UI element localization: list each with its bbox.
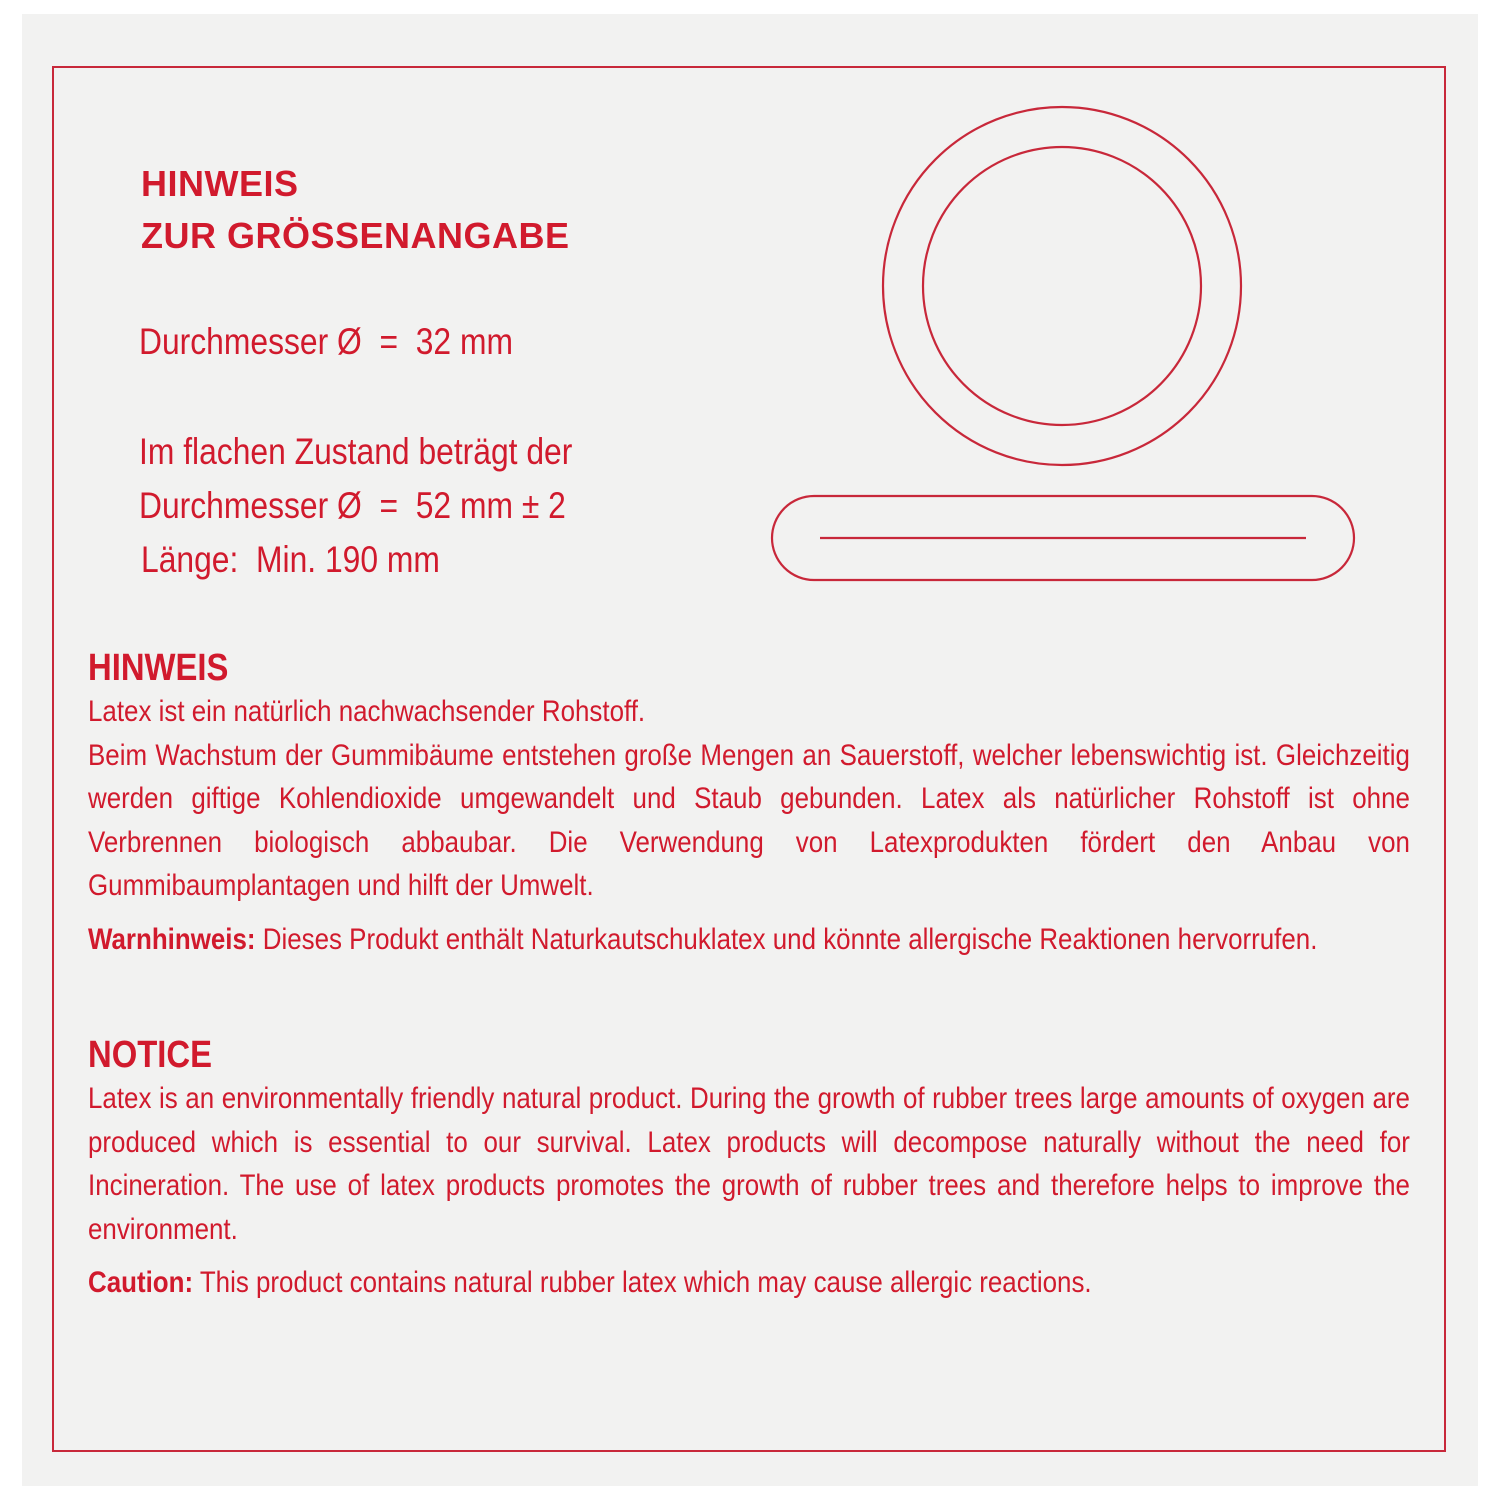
german-body [88, 690, 1410, 908]
ring-outer-circle [883, 107, 1241, 465]
flat-diameter-spec: Durchmesser Ø = 52 mm ± 2 [139, 485, 566, 526]
caution-label: Caution: [88, 1266, 194, 1299]
german-notice [88, 646, 1410, 961]
english-paragraph: Latex is an environmentally friendly natural product. During the growth of rubber trees large amounts of oxygen are produced which is essential to our survival. Latex products will decompose naturally without the need for Incineration. The use of latex products promotes the growth of rubber trees and therefore helps to improve the environment. [88, 1082, 1410, 1246]
english-notice [88, 1033, 1410, 1305]
warning-label: Warnhinweis: [88, 922, 256, 956]
length-spec: Länge: Min. 190 mm [141, 539, 440, 580]
ring-inner-circle [923, 147, 1201, 425]
german-heading: HINWEIS [88, 647, 229, 689]
english-body [88, 1077, 1410, 1251]
warning-text: Dieses Produkt enthält Naturkautschuklatex und könnte allergische Reaktionen hervorrufen. [255, 922, 1318, 956]
german-warning [88, 918, 1410, 962]
size-title-line1: HINWEIS [141, 163, 299, 204]
size-title-line2: ZUR GRÖSSENANGABE [141, 215, 570, 256]
english-caution [88, 1261, 1410, 1305]
caution-text: This product contains natural rubber latex which may cause allergic reactions. [193, 1266, 1092, 1299]
flat-state-intro: Im flachen Zustand beträgt der [139, 431, 573, 472]
german-paragraph: Beim Wachstum der Gummibäume entstehen große Mengen an Sauerstoff, welcher lebenswichtig ist. Gleichzeitig werden giftige Kohlendioxide umgewandelt und Staub gebunden. Latex als natürlicher Rohstoff ist ohne Verbrennen biologisch abbaubar. Die Verwendung von Latexprodukten fördert den Anbau von Gummibaumplantagen und hilft der Umwelt. [88, 738, 1410, 902]
german-line1: Latex ist ein natürlich nachwachsender Rohstoff. [88, 695, 646, 728]
english-heading: NOTICE [88, 1034, 213, 1076]
diameter-spec: Durchmesser Ø = 32 mm [139, 321, 513, 362]
